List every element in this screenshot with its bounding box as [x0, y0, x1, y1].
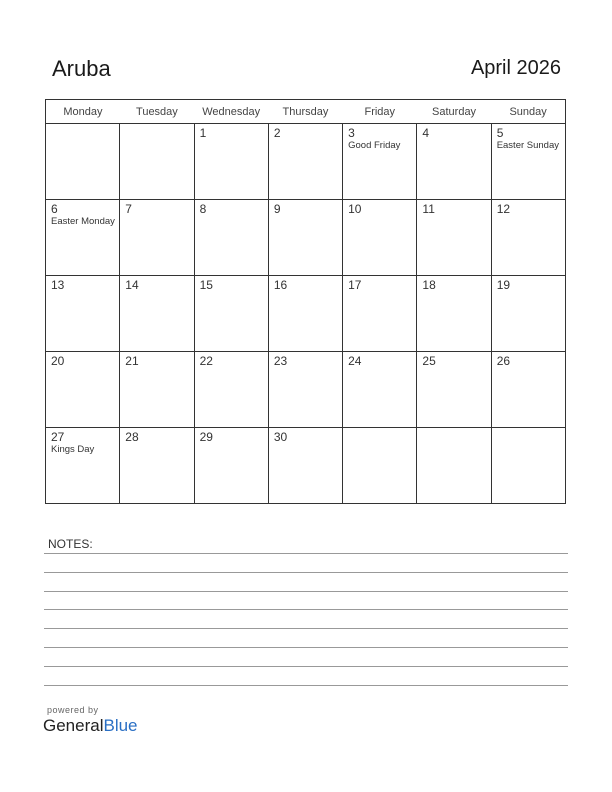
- day-cell: [491, 276, 565, 352]
- day-number: 28: [125, 430, 139, 444]
- day-cell: [491, 124, 565, 200]
- day-cell: [46, 352, 120, 428]
- notes-line: [44, 628, 568, 629]
- day-cell: [194, 276, 268, 352]
- calendar-country-title: Aruba: [52, 56, 111, 81]
- day-number: 17: [348, 278, 362, 292]
- calendar-grid: [45, 99, 566, 504]
- day-number: 3: [348, 126, 355, 140]
- day-number: 1: [199, 126, 207, 140]
- day-number: 15: [199, 278, 213, 292]
- day-number: 6: [51, 202, 58, 216]
- day-number: 4: [422, 126, 430, 140]
- day-cell: [343, 124, 417, 200]
- day-number: 19: [496, 278, 511, 292]
- notes-line: [44, 591, 568, 592]
- day-number: 25: [422, 354, 436, 368]
- holiday-label: Kings Day: [51, 444, 95, 455]
- day-cell: [46, 200, 120, 276]
- day-cell: [417, 124, 491, 200]
- day-cell: [491, 428, 565, 504]
- notes-line: [44, 685, 568, 686]
- day-cell: [343, 428, 417, 504]
- notes-line: [44, 666, 568, 667]
- weekday-header: Friday: [343, 100, 417, 124]
- notes-line: [44, 553, 568, 554]
- day-cell: [343, 276, 417, 352]
- day-cell: [46, 276, 120, 352]
- day-cell: [268, 428, 342, 504]
- day-number: 5: [496, 126, 504, 140]
- weekday-header: Thursday: [268, 100, 342, 124]
- day-number: 8: [199, 202, 207, 216]
- day-number: 22: [199, 354, 213, 368]
- day-number: 24: [348, 354, 362, 368]
- day-number: 12: [496, 202, 511, 216]
- day-cell: [120, 352, 194, 428]
- day-number: 30: [273, 430, 288, 444]
- day-cell: [417, 276, 491, 352]
- day-cell: [120, 200, 194, 276]
- week-row: [46, 428, 566, 504]
- day-cell: [120, 276, 194, 352]
- day-number: 27: [51, 430, 65, 444]
- day-number: 13: [51, 278, 65, 292]
- day-number: 26: [496, 354, 511, 368]
- day-cell: [417, 200, 491, 276]
- week-row: [46, 352, 566, 428]
- day-number: 11: [422, 202, 435, 216]
- weekday-header: Sunday: [491, 100, 565, 124]
- day-cell: [194, 200, 268, 276]
- holiday-label: Easter Monday: [51, 216, 115, 227]
- day-cell: [46, 428, 120, 504]
- holiday-label: Good Friday: [348, 140, 401, 151]
- day-cell: [268, 200, 342, 276]
- day-number: 7: [125, 202, 132, 216]
- weekday-header: Monday: [46, 100, 120, 124]
- weekday-header-row: [46, 100, 566, 124]
- day-number: 23: [273, 354, 288, 368]
- week-row: [46, 200, 566, 276]
- day-number: 14: [125, 278, 139, 292]
- day-cell: [46, 124, 120, 200]
- day-number: 16: [273, 278, 288, 292]
- day-cell: [120, 428, 194, 504]
- day-number: 21: [125, 354, 139, 368]
- brand-name-part2: Blue: [103, 716, 138, 735]
- day-cell: [343, 200, 417, 276]
- day-number: 29: [199, 430, 213, 444]
- day-cell: [268, 124, 342, 200]
- day-cell: [343, 352, 417, 428]
- day-number: 2: [273, 126, 281, 140]
- day-cell: [268, 276, 342, 352]
- day-cell: [268, 352, 342, 428]
- notes-line: [44, 572, 568, 573]
- powered-by-text: powered by: [47, 705, 99, 715]
- weekday-header: Wednesday: [194, 100, 268, 124]
- day-cell: [417, 428, 491, 504]
- day-number: 20: [51, 354, 65, 368]
- day-cell: [491, 200, 565, 276]
- day-cell: [194, 352, 268, 428]
- weekday-header: Tuesday: [120, 100, 194, 124]
- week-row: [46, 276, 566, 352]
- brand-name-part1: General: [43, 716, 104, 735]
- weekday-header: Saturday: [417, 100, 491, 124]
- notes-label: NOTES:: [48, 537, 93, 551]
- day-cell: [120, 124, 194, 200]
- brand-logo: [43, 716, 138, 736]
- day-number: 18: [422, 278, 436, 292]
- day-number: 10: [348, 202, 362, 216]
- day-cell: [194, 428, 268, 504]
- holiday-label: Easter Sunday: [496, 140, 560, 151]
- notes-line: [44, 609, 568, 610]
- calendar-month-title: April 2026: [470, 57, 561, 79]
- notes-line: [44, 647, 568, 648]
- day-number: 9: [273, 202, 281, 216]
- day-cell: [194, 124, 268, 200]
- week-row: [46, 124, 566, 200]
- day-cell: [491, 352, 565, 428]
- day-cell: [417, 352, 491, 428]
